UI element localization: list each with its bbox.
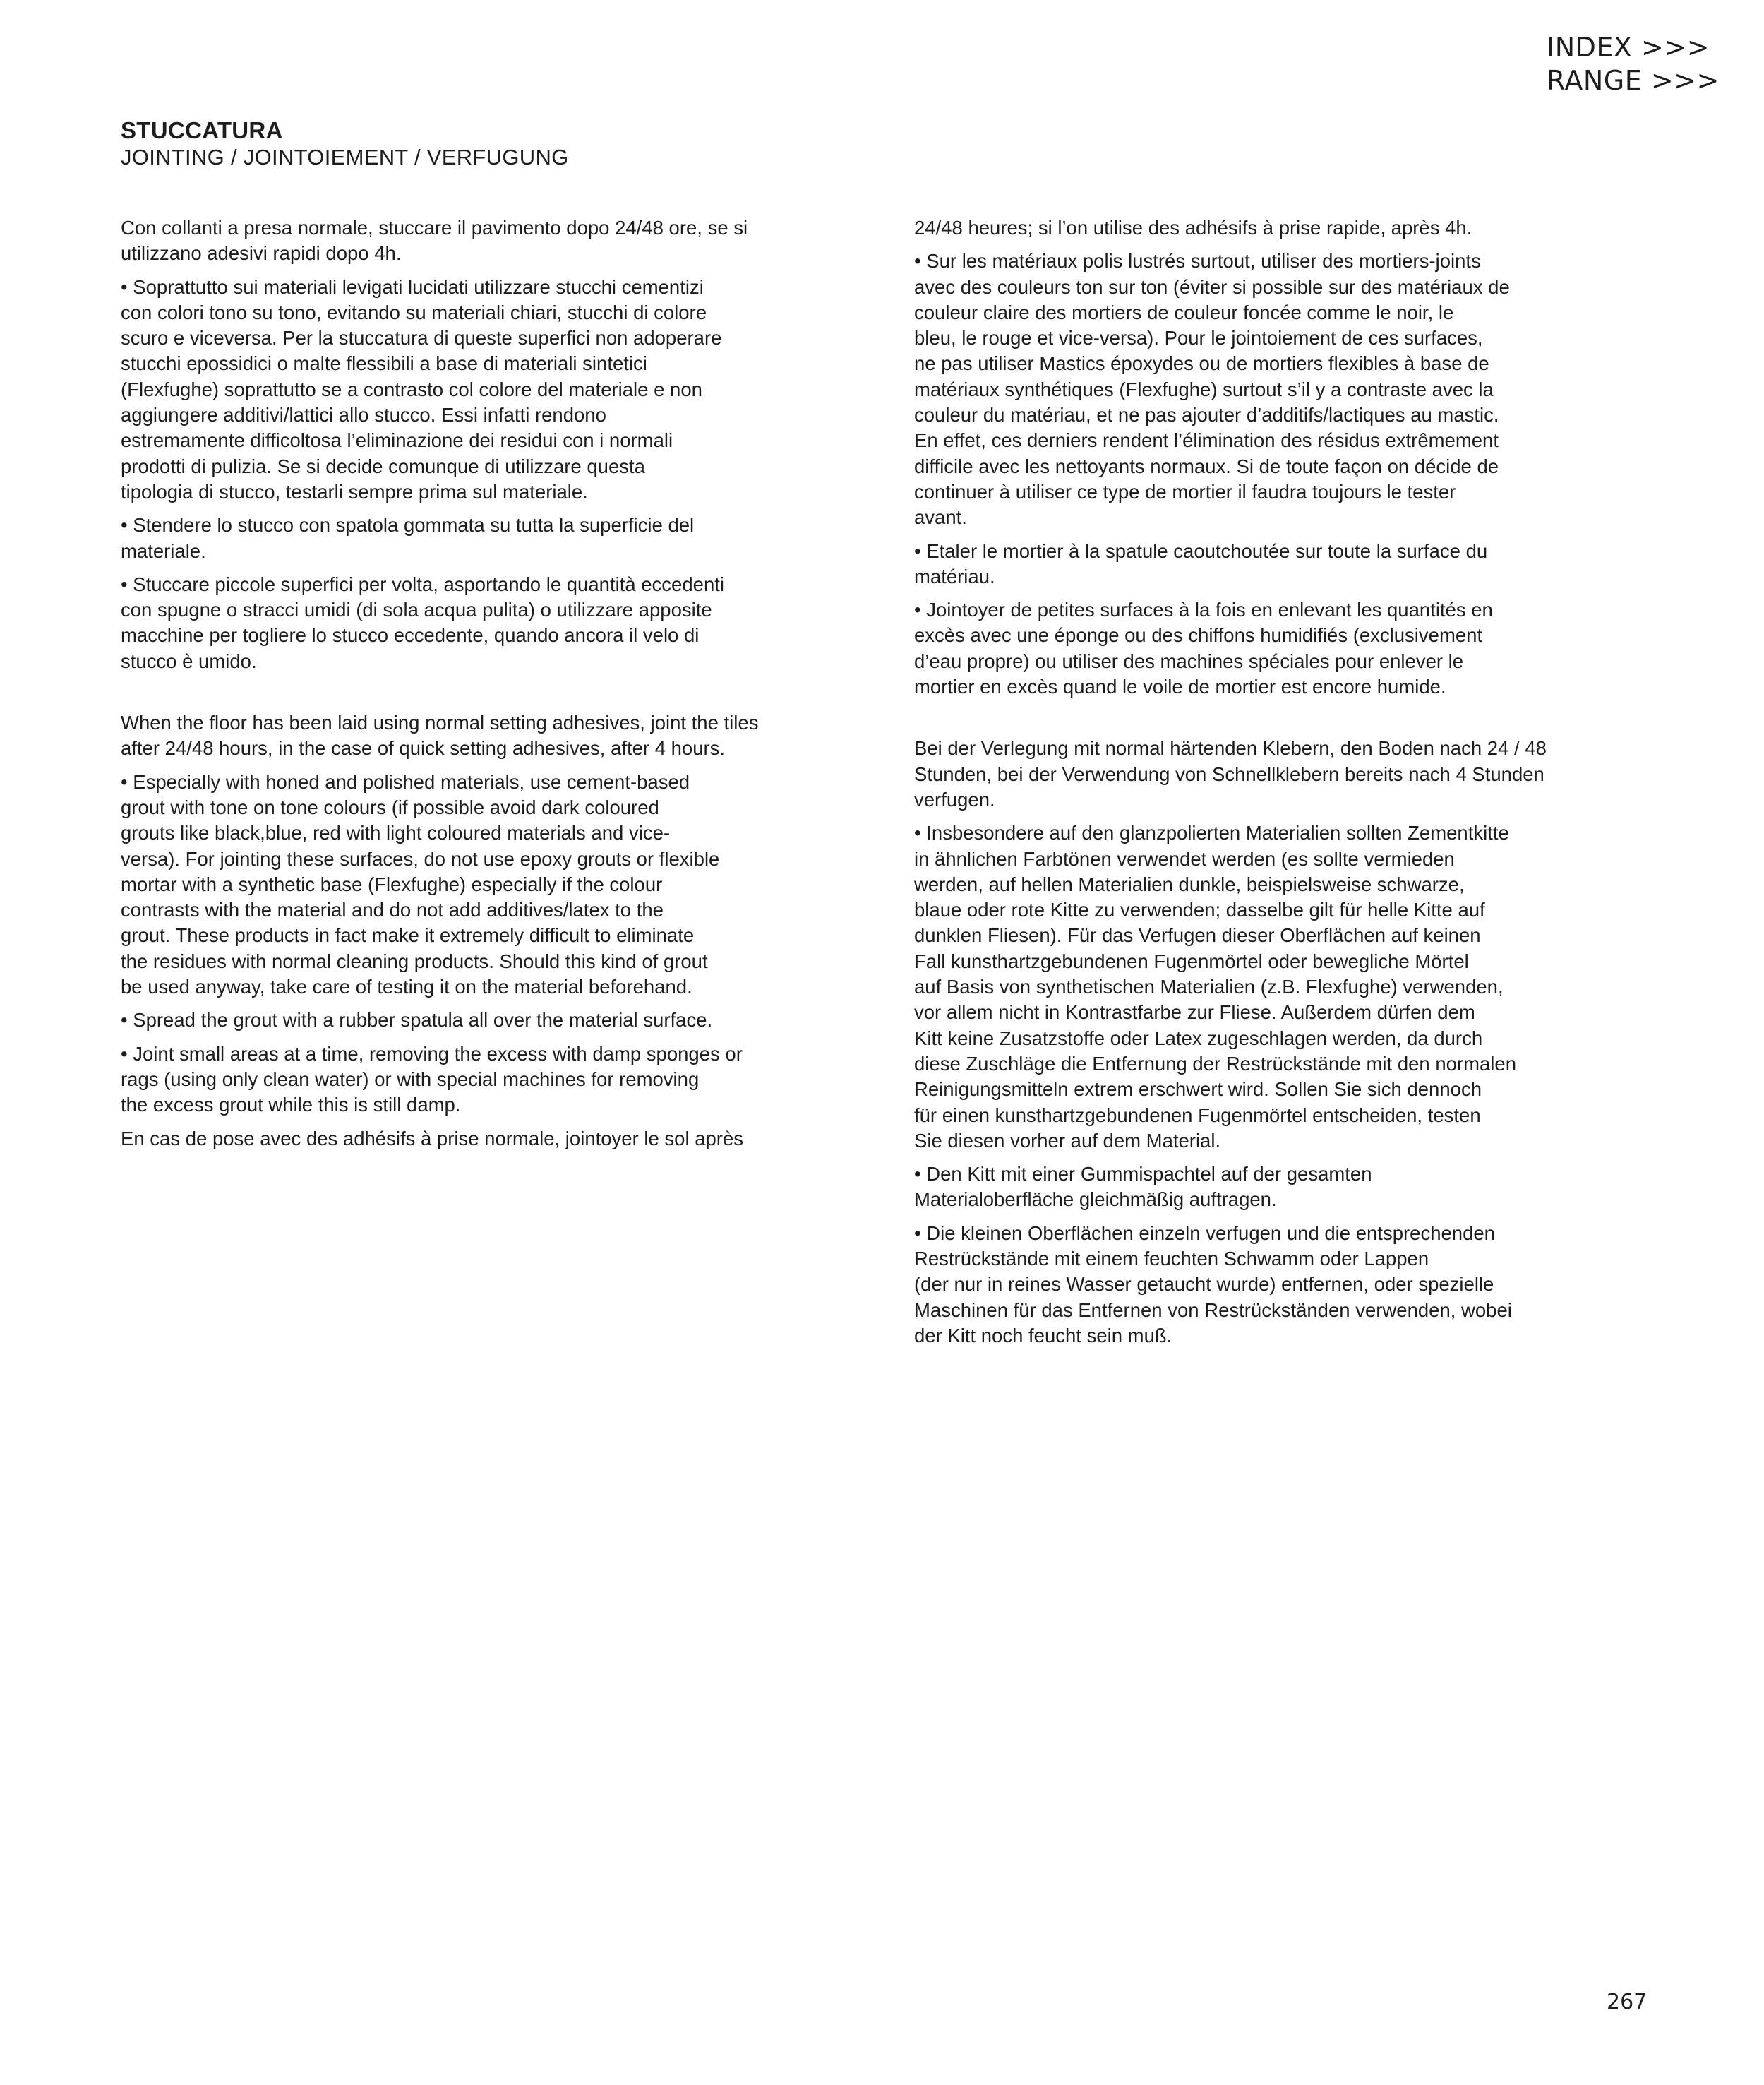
german-intro-paragraph: Bei der Verlegung mit normal härtenden Klebern, den Boden nach 24 / 48 Stunden, bei der Verwendung von Schnellklebern bereits nach 4 Stunden verfugen. <box>914 737 1547 811</box>
french-intro-paragraph-start: En cas de pose avec des adhésifs à prise normale, jointoyer le sol après <box>121 1127 744 1149</box>
german-bullet-small-areas: • Die kleinen Oberflächen einzeln verfugen und die entsprechenden Restrückstände mit einem feuchten Schwamm oder Lappen (der nur in reines Wasser getaucht wurde) entfernen, oder spezielle Maschinen für das Entfernen von Restrückständen verwenden, wobei der Kitt noch feucht sein muß. <box>914 1221 1512 1346</box>
right-column <box>914 215 1641 1356</box>
index-link[interactable]: INDEX >>> <box>1547 32 1710 63</box>
italian-bullet-small-areas: • Stuccare piccole superfici per volta, asportando le quantità eccedenti con spugne o stracci umidi (di sola acqua pulita) o utilizzare apposite macchine per togliere lo stucco eccedente, quando ancora il velo di stucco è umido. <box>121 573 724 672</box>
section-subtitle: JOINTING / JOINTOIEMENT / VERFUGUNG <box>121 145 569 169</box>
french-bullet-spread: • Etaler le mortier à la spatule caoutchoutée sur toute la surface du matériau. <box>914 539 1488 587</box>
left-column <box>121 215 848 1159</box>
page-number: 267 <box>1607 1990 1648 2014</box>
english-intro-paragraph: When the floor has been laid using normal setting adhesives, joint the tiles after 24/48 hours, in the case of quick setting adhesives, after 4 hours. <box>121 712 759 760</box>
section-heading <box>121 117 827 171</box>
english-bullet-small-areas: • Joint small areas at a time, removing the excess with damp sponges or rags (using only clean water) or with special machines for removing the excess grout while this is still damp. <box>121 1042 743 1116</box>
german-bullet-grout-choice: • Insbesondere auf den glanzpolierten Materialien sollten Zementkitte in ähnlichen Farbtönen verwendet werden (es sollte vermieden werden, auf hellen Materialien dunkle, beispielsweise schwarze, blaue oder rote Kitte zu verwenden; dasselbe gilt für helle Kitte auf dunklen Fliesen). Für das Verfugen dieser Oberflächen auf keinen Fall kunsthartzgebundenen Fugenmörtel oder bewegliche Mörtel auf Basis von synthetischen Materialien (z.B. Flexfughe) verwenden, vor allem nicht in Kontrastfarbe zur Fliese. Außerdem dürfen dem Kitt keine Zusatzstoffe oder Latex zugeschlagen werden, da durch diese Zuschläge die Entfernung der Restrückstände mit den normalen Reinigungsmitteln extrem erschwert wird. Sollen Sie sich dennoch für einen kunsthartzgebundenen Fugenmörtel entscheiden, testen Sie diesen vorher auf dem Material. <box>914 822 1516 1152</box>
german-bullet-spread: • Den Kitt mit einer Gummispachtel auf der gesamten Materialoberfläche gleichmäßig auftragen. <box>914 1163 1372 1211</box>
top-navigation <box>1547 31 1730 97</box>
section-title: STUCCATURA <box>121 117 283 143</box>
italian-intro-paragraph: Con collanti a presa normale, stuccare il pavimento dopo 24/48 ore, se si utilizzano adesivi rapidi dopo 4h. <box>121 217 748 265</box>
english-bullet-grout-choice: • Especially with honed and polished materials, use cement-based grout with tone on tone colours (if possible avoid dark coloured grouts like black,blue, red with light coloured materials and vice- versa). For jointing these surfaces, do not use epoxy grouts or flexible mortar with a synthetic base (Flexfughe) especially if the colour contrasts with the material and do not add additives/latex to the grout. These products in fact make it extremely difficult to eliminate the residues with normal cleaning products. Should this kind of grout be used anyway, take care of testing it on the material beforehand. <box>121 770 720 998</box>
italian-bullet-grout-choice: • Soprattutto sui materiali levigati lucidati utilizzare stucchi cementizi con colori tono su tono, evitando su materiali chiari, stucchi di colore scuro e viceversa. Per la stuccatura di queste superfici non adoperare stucchi epossidici o malte flessibili a base di materiali sintetici (Flexfughe) soprattutto se a contrasto col colore del materiale e non aggiungere additivi/lattici allo stucco. Essi infatti rendono estremamente difficoltosa l’eliminazione dei residui con i normali prodotti di pulizia. Se si decide comunque di utilizzare questa tipologia di stucco, testarli sempre prima sul materiale. <box>121 275 722 503</box>
range-link[interactable]: RANGE >>> <box>1547 65 1720 96</box>
french-intro-paragraph-end: 24/48 heures; si l’on utilise des adhésifs à prise rapide, après 4h. <box>914 217 1472 239</box>
english-bullet-spread: • Spread the grout with a rubber spatula all over the material surface. <box>121 1009 713 1032</box>
italian-bullet-spread: • Stendere lo stucco con spatola gommata su tutta la superficie del materiale. <box>121 514 695 562</box>
french-bullet-grout-choice: • Sur les matériaux polis lustrés surtout, utiliser des mortiers-joints avec des couleurs ton sur ton (éviter si possible sur des matériaux de couleur claire des mortiers de couleur foncée comme le noir, le bleu, le rouge et vice-versa). Pour le jointoiement de ces surfaces, ne pas utiliser Mastics époxydes ou de mortiers flexibles à base de matériaux synthétiques (Flexfughe) surtout s’il y a contraste avec la couleur du matériau, et ne pas ajouter d’additifs/lactiques au mastic. En effet, ces derniers rendent l’élimination des résidus extrêmement difficile avec les nettoyants normaux. Si de toute façon on décide de continuer à utiliser ce type de mortier il faudra toujours le tester avant. <box>914 250 1510 529</box>
french-bullet-small-areas: • Jointoyer de petites surfaces à la fois en enlevant les quantités en excès avec une éponge ou des chiffons humidifiés (exclusivement d’eau propre) ou utiliser des machines spéciales pour enlever le mortier en excès quand le voile de mortier est encore humide. <box>914 599 1493 698</box>
